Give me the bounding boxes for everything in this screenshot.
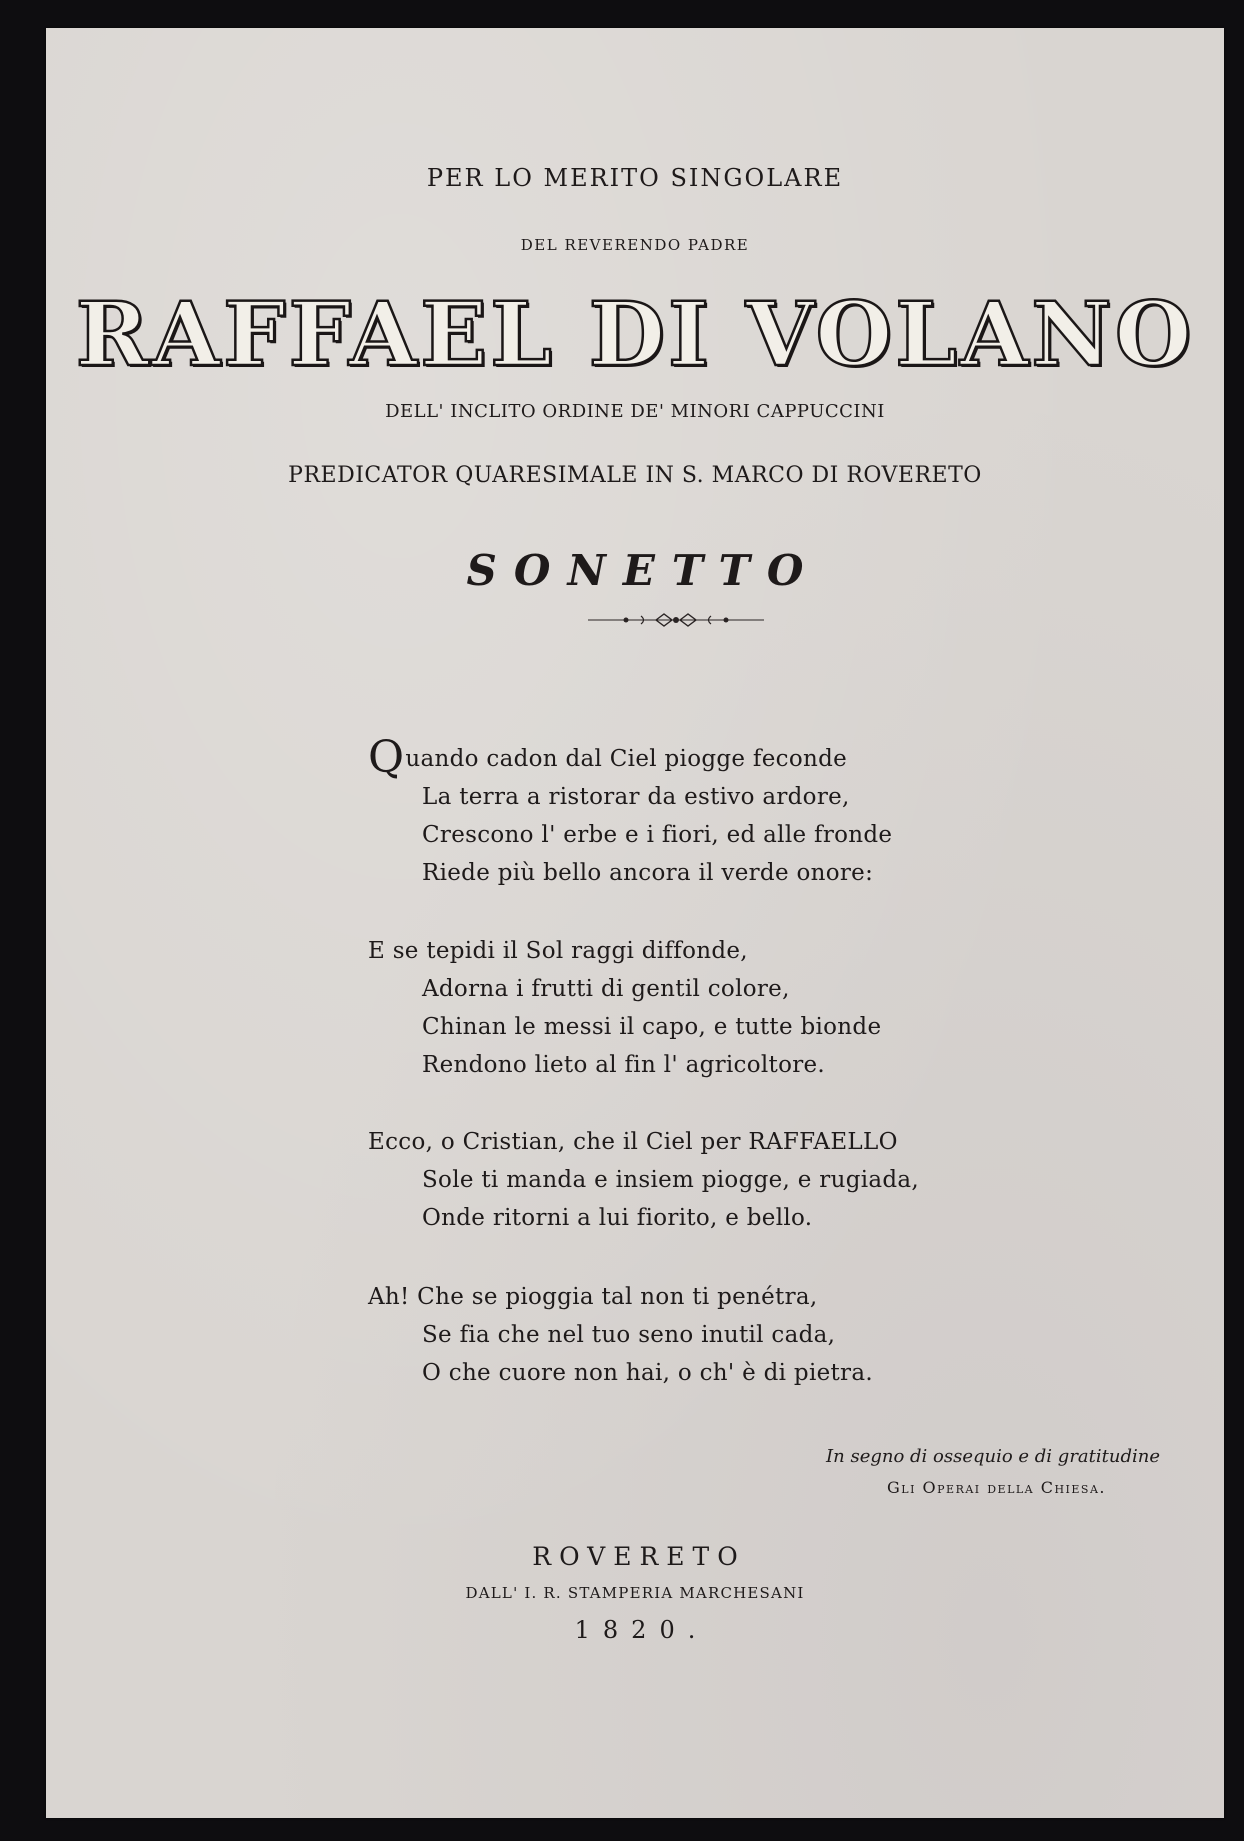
header-ordine: DELL' INCLITO ORDINE DE' MINORI CAPPUCCINI	[385, 401, 885, 422]
preacher-name: RAFFAEL DI VOLANO	[75, 282, 1195, 386]
poem-line: Onde ritorni a lui fiorito, e bello.	[422, 1205, 813, 1231]
imprint-year: 1820.	[574, 1616, 709, 1644]
dedication-line: In segno di ossequio e di gratitudine	[826, 1446, 1160, 1467]
imprint-printer: DALL' I. R. STAMPERIA MARCHESANI	[465, 1584, 805, 1602]
poem-stanza-1	[368, 732, 893, 892]
poem-line: Riede più bello ancora il verde onore:	[422, 860, 874, 886]
poem-line: Se fia che nel tuo seno inutil cada,	[422, 1322, 836, 1348]
poem-line: Crescono l' erbe e i fiori, ed alle fronde	[422, 822, 893, 848]
poem-line	[368, 732, 892, 783]
poem-stanza-3	[368, 1123, 919, 1237]
header-reverendo: DEL REVERENDO PADRE	[520, 236, 750, 254]
poem-stanza-2	[368, 932, 881, 1084]
poem-line: E se tepidi il Sol raggi diffonde,	[368, 938, 748, 964]
poem-line: Ah! Che se pioggia tal non ti penétra,	[368, 1284, 818, 1310]
ornament-divider	[586, 610, 766, 630]
header-merito: PER LO MERITO SINGOLARE	[426, 164, 844, 192]
poem-stanza-4	[368, 1278, 873, 1392]
poem-line: Ecco, o Cristian, che il Ciel per RAFFAELLO	[368, 1129, 898, 1155]
poem-line: Rendono lieto al fin l' agricoltore.	[422, 1052, 826, 1078]
sonnet-title: SONETTO	[466, 546, 821, 595]
broadside-sheet	[46, 28, 1224, 1818]
imprint-city: ROVERETO	[532, 1542, 746, 1571]
poem-line: La terra a ristorar da estivo ardore,	[422, 784, 850, 810]
poem-line: Sole ti manda e insiem piogge, e rugiada,	[422, 1167, 920, 1193]
poem-line-text: uando cadon dal Ciel piogge feconde	[405, 746, 848, 772]
poem-line: O che cuore non hai, o ch' è di pietra.	[422, 1360, 873, 1386]
header-predicator: PREDICATOR QUARESIMALE IN S. MARCO DI ROVERETO	[288, 463, 982, 488]
poem-line: Adorna i frutti di gentil colore,	[422, 976, 790, 1002]
dedication-signers: Gli Operai della Chiesa.	[887, 1478, 1106, 1497]
poem-line: Chinan le messi il capo, e tutte bionde	[422, 1014, 882, 1040]
drop-cap: Q	[368, 732, 405, 783]
